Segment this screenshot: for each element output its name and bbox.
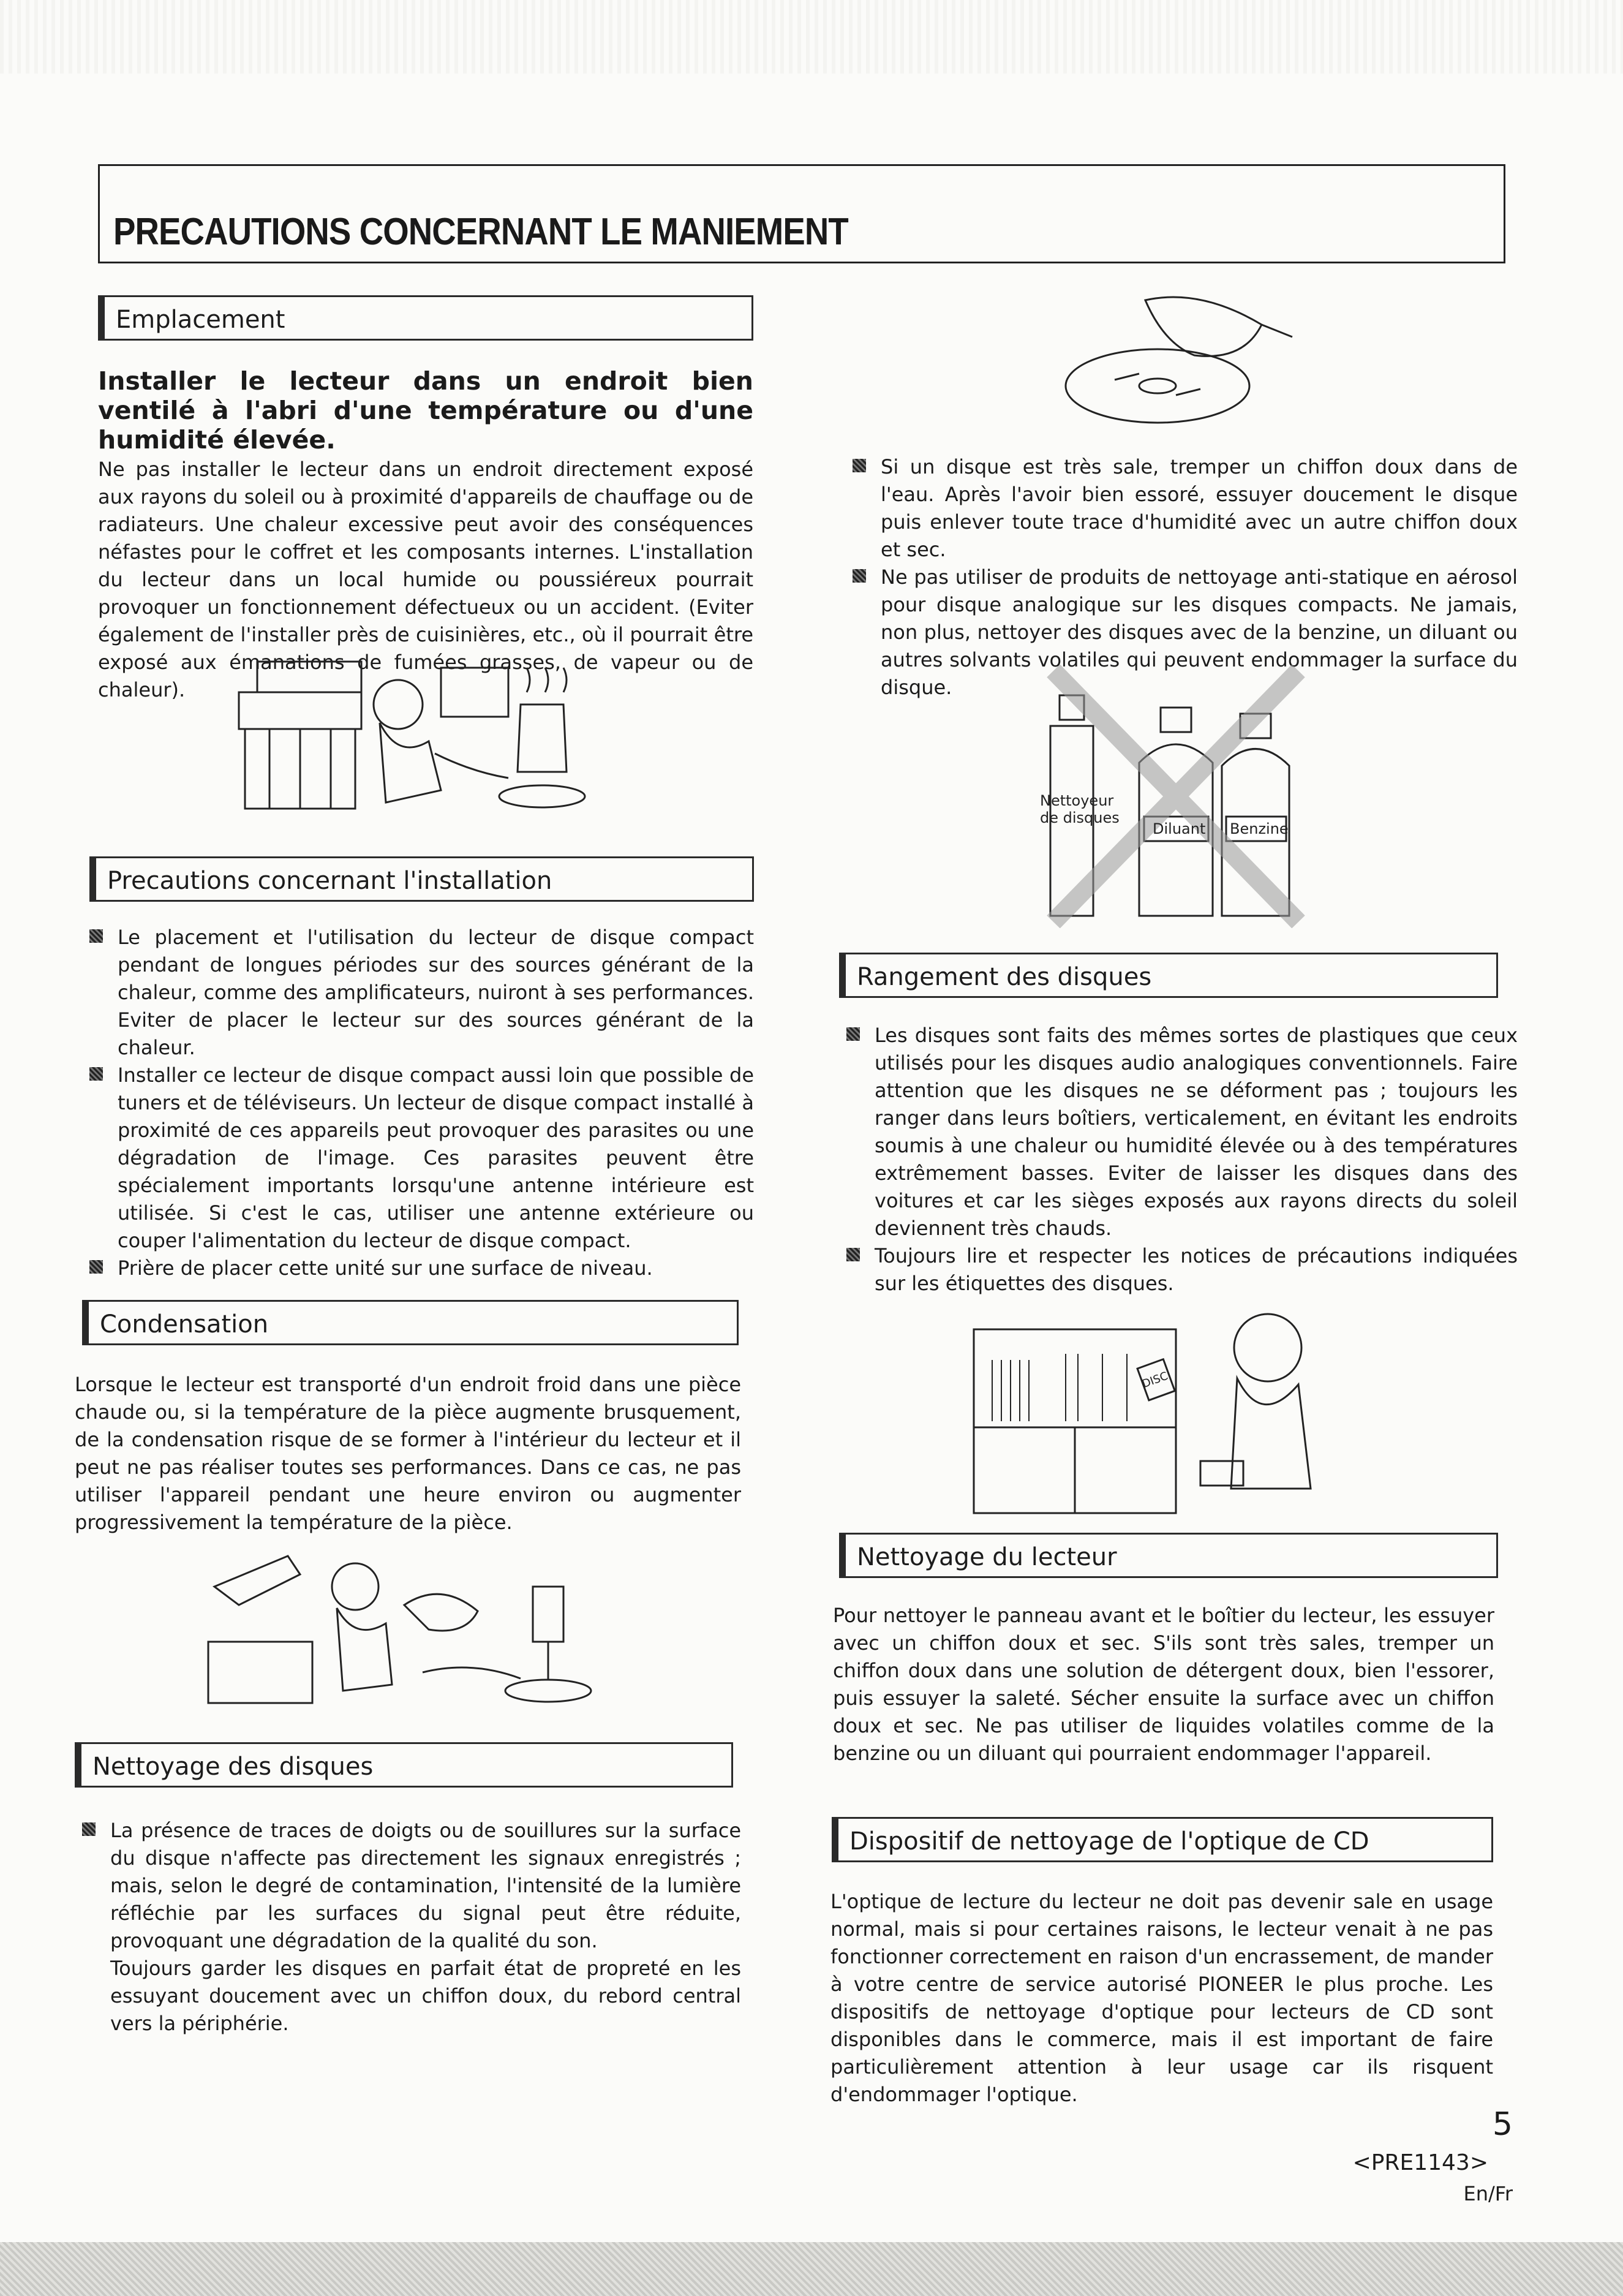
- emplacement-body: Ne pas installer le lecteur dans un endroit directement exposé aux rayons du soleil ou à proximité d'appareils de chauffage ou de radiateurs. Une chaleur excessive peut avoir des conséquences néfastes pour le coffret et les composants internes. L'installation du lecteur dans un local humide ou poussiéreux pourrait provoquer un fonctionnement défectueux ou un accident. (Eviter également de l'installer près de cuisinières, etc., où il pourrait être exposé aux émanations de fumées grasses, de vapeur ou de chaleur).: [98, 458, 753, 701]
- disc-cleaning-item: Ne pas utiliser de produits de nettoyage anti-statique en aérosol pour disque analogique sur les disques compacts. Ne jamais, non plus, nettoyer des disques avec de la benzine, un diluant ou autres solvants volatiles qui peuvent endommager la surface du disque.: [853, 564, 1518, 701]
- document-code: <PRE1143>: [1352, 2150, 1488, 2175]
- scan-top-band: [0, 0, 1623, 74]
- disc-shape: [1066, 349, 1249, 423]
- disc-label: DISC: [1140, 1369, 1170, 1391]
- rangement-block: [846, 1022, 1518, 1297]
- label-thinner: Diluant: [1153, 820, 1206, 837]
- rangement-item: Les disques sont faits des mêmes sortes de plastiques que ceux utilisés pour les disques audio analogiques conventionnels. Faire attention que les disques ne se déforment pas ; toujours les ranger dans leurs boîtiers, verticalement, en évitant les endroits soumis à une chaleur ou humidité élevée ou à des températures extrêmement basses. Eviter de laisser les disques dans des voitures et car les sièges exposés aux rayons directs du soleil deviennent très chauds.: [846, 1022, 1518, 1242]
- heading-nettoyage-disques-text: Nettoyage des disques: [92, 1753, 374, 1781]
- heading-rangement-text: Rangement des disques: [857, 963, 1152, 991]
- table-shape: [208, 1642, 312, 1703]
- nettoyage-lecteur-body: Pour nettoyer le panneau avant et le boîtier du lecteur, les essuyer avec un chiffon doux et sec. S'ils sont très sales, tremper un chiffon doux dans une solution de détergent doux, bien l'essorer, puis essuyer la saleté. Sécher ensuite la surface avec un chiffon doux et sec. Ne pas utiliser de liquides volatiles comme de la benzine ou un diluant qui pourraient endommager l'appareil.: [833, 1604, 1494, 1765]
- illustration-condensation-scene: [202, 1550, 594, 1721]
- scan-bottom-band: [0, 2242, 1623, 2296]
- illustration-forbidden-products: [1035, 659, 1317, 928]
- heading-emplacement-text: Emplacement: [116, 306, 285, 334]
- condensation-body: Lorsque le lecteur est transporté d'un endroit froid dans une pièce chaude ou, si la température de la pièce augmente brusquement, de la condensation risque de se former à l'intérieur du lecteur et il peut ne pas réaliser toutes ses performances. Dans ce cas, ne pas utiliser l'appareil pendant une heure environ ou augmenter progressivement la température de la pièce.: [75, 1373, 741, 1534]
- heading-installation: [89, 856, 754, 902]
- illustration-heater-scene: [233, 655, 612, 827]
- title-box: [98, 164, 1505, 263]
- heading-nettoyage-lecteur: [839, 1533, 1498, 1578]
- nettoyage-disques-block: [82, 1817, 741, 2037]
- label-benzine: Benzine: [1230, 820, 1289, 837]
- nettoyage-lecteur-block: [833, 1602, 1494, 1767]
- language-tag: En/Fr: [1463, 2182, 1513, 2205]
- heading-nettoyage-lecteur-text: Nettoyage du lecteur: [857, 1543, 1117, 1571]
- emplacement-lead: Installer le lecteur dans un endroit bien ventilé à l'abri d'une température ou d'une humidité élevée.: [98, 366, 753, 455]
- heading-rangement: [839, 953, 1498, 998]
- installation-item: Prière de placer cette unité sur une surface de niveau.: [89, 1255, 754, 1282]
- installation-block: [89, 924, 754, 1282]
- installation-item: Le placement et l'utilisation du lecteur de disque compact pendant de longues périodes sur des sources générant de la chaleur, comme des amplificateurs, nuiront à ses performances. Eviter de placer le lecteur sur des sources générant de la chaleur.: [89, 924, 754, 1062]
- page-title: PRECAUTIONS CONCERNANT LE MANIEMENT: [113, 211, 848, 253]
- emplacement-block: [98, 366, 753, 704]
- dispositif-body: L'optique de lecture du lecteur ne doit pas devenir sale en usage normal, mais si pour certaines raisons, le lecteur venait à ne pas fonctionner correctement en raison d'un encrassement, de mander à votre centre de service autorisé PIONEER le plus proche. Les dispositifs de nettoyage d'optique pour lecteurs de CD sont disponibles dans le commerce, mais il est important de faire particulièrement attention à leur usage car ils risquent d'endommager l'optique.: [830, 1890, 1493, 2106]
- rangement-item: Toujours lire et respecter les notices de précautions indiquées sur les étiquettes des disques.: [846, 1242, 1518, 1297]
- heading-condensation-text: Condensation: [100, 1310, 269, 1339]
- disc-cleaning-item: Si un disque est très sale, tremper un chiffon doux dans de l'eau. Après l'avoir bien essoré, essuyer doucement le disque puis enlever toute trace d'humidité avec un autre chiffon doux et sec.: [853, 453, 1518, 564]
- heading-installation-text: Precautions concernant l'installation: [107, 867, 552, 895]
- nettoyage-disques-item: La présence de traces de doigts ou de souillures sur la surface du disque n'affecte pas directement les signaux enregistrés ; mais, selon le degré de contamination, l'intensité de la lumière réfléchie par les surfaces du signal peut être réduite, provoquant une dégradation de la qualité du son.: [82, 1817, 741, 1955]
- heading-nettoyage-disques: [75, 1742, 733, 1788]
- label-cleaner-2: de disques: [1040, 809, 1120, 826]
- heading-condensation: [82, 1300, 739, 1345]
- condensation-block: [75, 1371, 741, 1536]
- label-cleaner-1: Nettoyeur: [1040, 792, 1114, 809]
- dispositif-block: [830, 1888, 1493, 2109]
- illustration-disc-wiping: [1041, 288, 1298, 447]
- nettoyage-disques-cont: Toujours garder les disques en parfait état de propreté en les essuyant doucement avec un chiffon doux, du rebord central vers la périphérie.: [110, 1957, 741, 2035]
- page-number: 5: [1492, 2106, 1513, 2143]
- heading-emplacement: [98, 295, 753, 341]
- heading-dispositif: [832, 1817, 1493, 1862]
- installation-item: Installer ce lecteur de disque compact aussi loin que possible de tuners et de téléviseurs. Un lecteur de disque compact installé à proximité de ces appareils peut provoquer des parasites ou une dégradation de l'image. Ces parasites peuvent être spécialement importants lorsqu'une antenne intérieure est utilisée. Si c'est le cas, utiliser une antenne extérieure ou couper l'alimentation du lecteur de disque compact.: [89, 1062, 754, 1255]
- illustration-disc-storage: [968, 1305, 1335, 1519]
- heading-dispositif-text: Dispositif de nettoyage de l'optique de CD: [849, 1827, 1369, 1856]
